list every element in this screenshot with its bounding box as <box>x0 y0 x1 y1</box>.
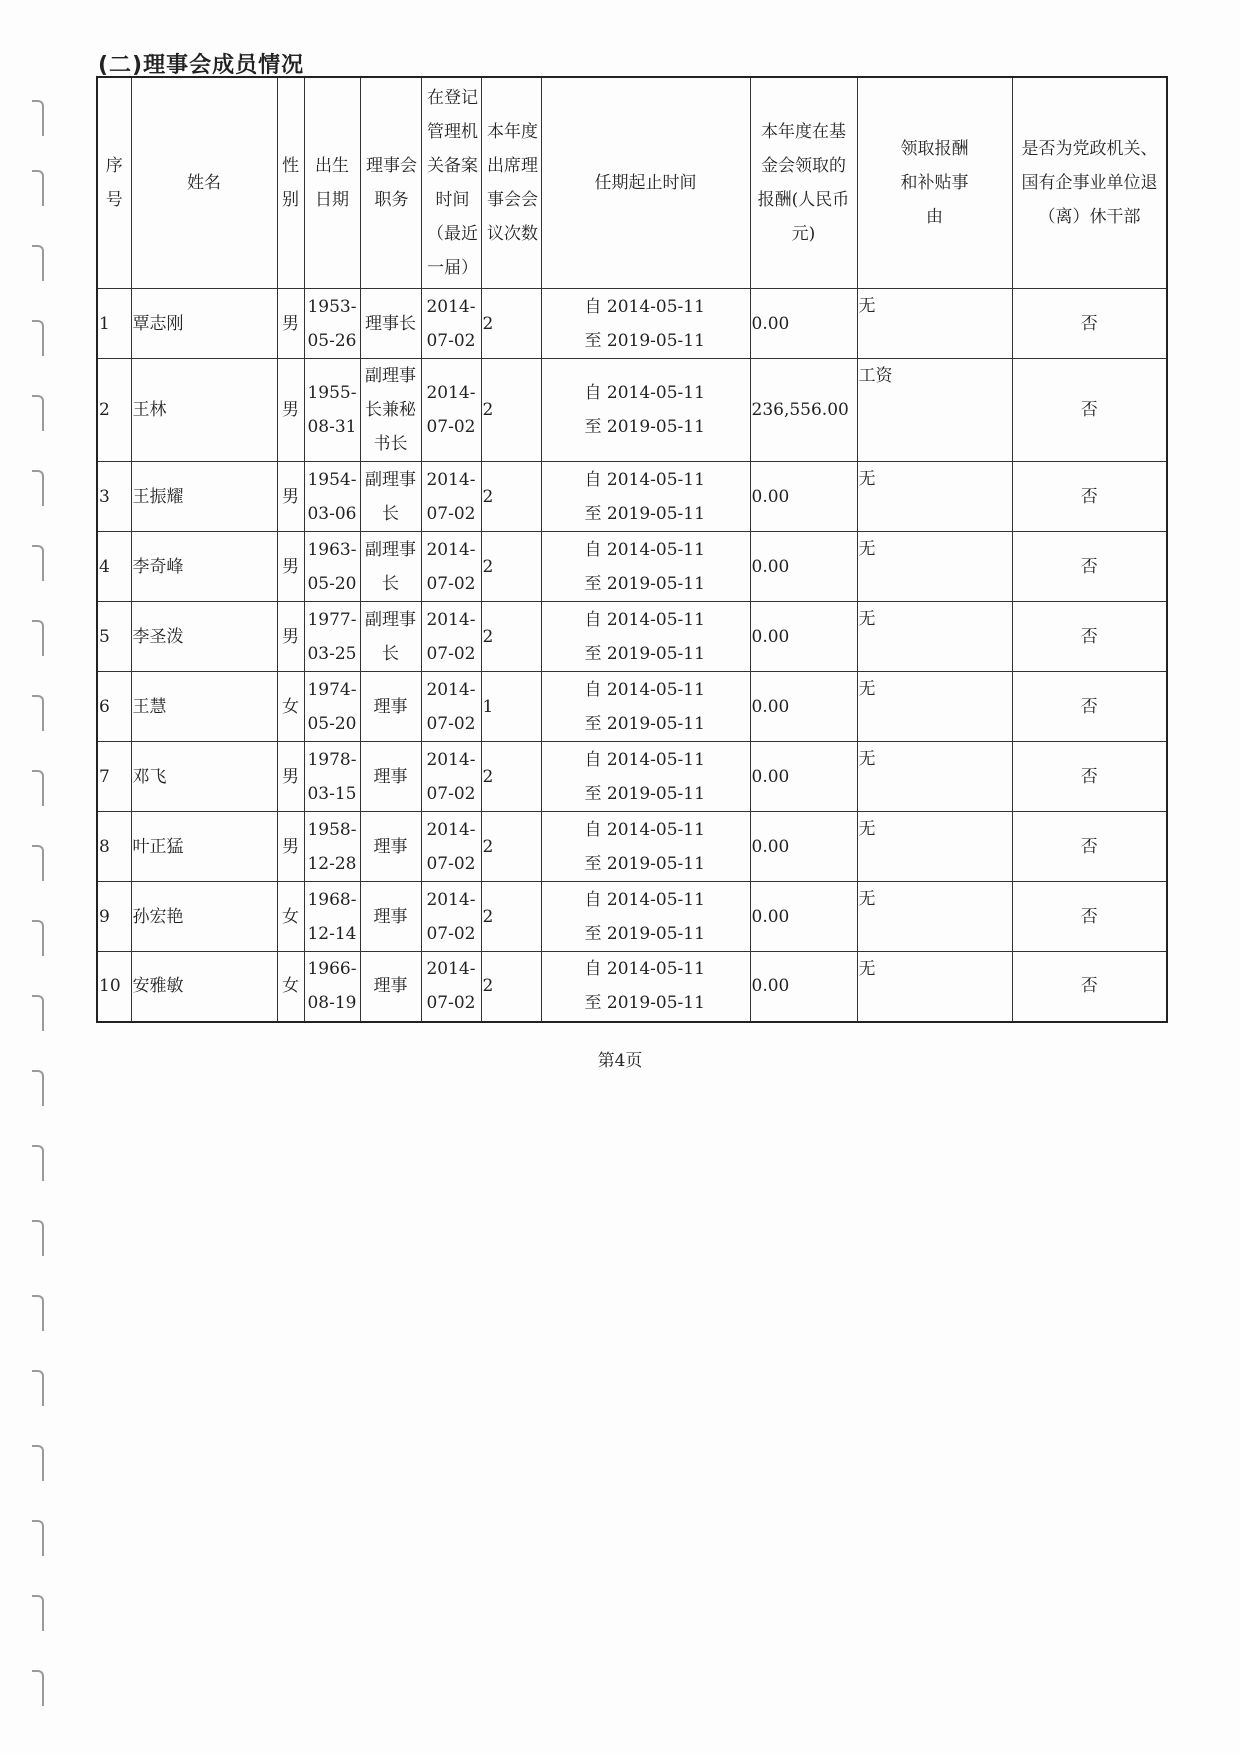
member-name: 叶正猛 <box>131 812 277 882</box>
pay-amount: 0.00 <box>750 532 857 602</box>
binding-hole-mark <box>32 470 44 506</box>
member-role: 理事长 <box>360 289 421 359</box>
col-header-record-date: 在登记管理机关备案时间（最近一届） <box>421 77 481 289</box>
col-header-term: 任期起止时间 <box>541 77 750 289</box>
term-period <box>541 952 750 1022</box>
pay-amount: 0.00 <box>750 672 857 742</box>
term-from: 自 2014-05-11 <box>584 819 705 840</box>
attendance-count: 2 <box>481 532 541 602</box>
pay-amount: 0.00 <box>750 812 857 882</box>
binding-hole-mark <box>32 995 44 1031</box>
binding-hole-mark <box>32 545 44 581</box>
col-header-reason: 领取报酬和补贴事由 <box>857 77 1012 289</box>
retired-status: 否 <box>1012 602 1167 672</box>
member-gender: 男 <box>277 532 304 602</box>
pay-reason: 工资 <box>857 359 1012 462</box>
retired-status: 否 <box>1012 742 1167 812</box>
member-gender: 女 <box>277 952 304 1022</box>
pay-reason: 无 <box>857 462 1012 532</box>
record-date: 2014-07-02 <box>421 882 481 952</box>
member-role: 理事 <box>360 742 421 812</box>
pay-reason: 无 <box>857 532 1012 602</box>
record-date: 2014-07-02 <box>421 532 481 602</box>
table-row <box>97 359 1167 462</box>
pay-amount: 236,556.00 <box>750 359 857 462</box>
member-name: 王林 <box>131 359 277 462</box>
table-row <box>97 289 1167 359</box>
term-to: 至 2019-05-11 <box>584 643 705 664</box>
term-from: 自 2014-05-11 <box>584 749 705 770</box>
term-period <box>541 602 750 672</box>
member-gender: 女 <box>277 882 304 952</box>
pay-reason: 无 <box>857 289 1012 359</box>
term-to: 至 2019-05-11 <box>584 923 705 944</box>
member-role: 理事 <box>360 952 421 1022</box>
pay-amount: 0.00 <box>750 882 857 952</box>
table-header-row <box>97 77 1167 289</box>
member-birth-date: 1966-08-19 <box>304 952 360 1022</box>
member-birth-date: 1974-05-20 <box>304 672 360 742</box>
record-date: 2014-07-02 <box>421 462 481 532</box>
row-index: 1 <box>97 289 131 359</box>
pay-reason: 无 <box>857 952 1012 1022</box>
member-role: 副理事长兼秘书长 <box>360 359 421 462</box>
binding-hole-mark <box>32 100 44 136</box>
table-row <box>97 602 1167 672</box>
term-from: 自 2014-05-11 <box>584 296 705 317</box>
member-gender: 男 <box>277 602 304 672</box>
term-period <box>541 742 750 812</box>
member-role: 副理事长 <box>360 462 421 532</box>
record-date: 2014-07-02 <box>421 289 481 359</box>
pay-reason: 无 <box>857 742 1012 812</box>
binding-hole-mark <box>32 845 44 881</box>
attendance-count: 2 <box>481 462 541 532</box>
member-name: 安雅敏 <box>131 952 277 1022</box>
row-index: 6 <box>97 672 131 742</box>
term-to: 至 2019-05-11 <box>584 993 705 1014</box>
row-index: 8 <box>97 812 131 882</box>
member-name: 王慧 <box>131 672 277 742</box>
member-gender: 男 <box>277 359 304 462</box>
retired-status: 否 <box>1012 289 1167 359</box>
pay-amount: 0.00 <box>750 602 857 672</box>
attendance-count: 2 <box>481 289 541 359</box>
member-gender: 女 <box>277 672 304 742</box>
term-to: 至 2019-05-11 <box>584 330 705 351</box>
attendance-count: 2 <box>481 742 541 812</box>
attendance-count: 2 <box>481 882 541 952</box>
term-from: 自 2014-05-11 <box>584 959 705 980</box>
row-index: 4 <box>97 532 131 602</box>
col-header-pay: 本年度在基金会领取的报酬(人民币元) <box>750 77 857 289</box>
binding-hole-mark <box>32 170 44 206</box>
member-birth-date: 1958-12-28 <box>304 812 360 882</box>
binding-hole-mark <box>32 320 44 356</box>
member-role: 理事 <box>360 812 421 882</box>
member-name: 孙宏艳 <box>131 882 277 952</box>
col-header-name: 姓名 <box>131 77 277 289</box>
table-row <box>97 462 1167 532</box>
term-period <box>541 289 750 359</box>
page-number: 第4页 <box>597 1051 643 1071</box>
term-from: 自 2014-05-11 <box>584 383 705 403</box>
table-row <box>97 532 1167 602</box>
record-date: 2014-07-02 <box>421 672 481 742</box>
binding-hole-mark <box>32 920 44 956</box>
attendance-count: 2 <box>481 952 541 1022</box>
member-gender: 男 <box>277 289 304 359</box>
member-birth-date: 1955-08-31 <box>304 359 360 462</box>
col-header-idx: 序号 <box>97 77 131 289</box>
binding-hole-mark <box>32 1595 44 1631</box>
binding-hole-mark <box>32 620 44 656</box>
member-name: 李圣泼 <box>131 602 277 672</box>
col-header-attendance: 本年度出席理事会会议次数 <box>481 77 541 289</box>
binding-hole-mark <box>32 395 44 431</box>
term-period <box>541 359 750 462</box>
record-date: 2014-07-02 <box>421 742 481 812</box>
col-header-retired: 是否为党政机关、国有企事业单位退（离）休干部 <box>1012 77 1167 289</box>
pay-reason: 无 <box>857 812 1012 882</box>
attendance-count: 2 <box>481 359 541 462</box>
term-to: 至 2019-05-11 <box>584 503 705 524</box>
section-title: (二)理事会成员情况 <box>98 53 305 78</box>
row-index: 5 <box>97 602 131 672</box>
binding-hole-mark <box>32 1070 44 1106</box>
row-index: 7 <box>97 742 131 812</box>
member-role: 理事 <box>360 882 421 952</box>
member-birth-date: 1977-03-25 <box>304 602 360 672</box>
record-date: 2014-07-02 <box>421 812 481 882</box>
member-birth-date: 1968-12-14 <box>304 882 360 952</box>
row-index: 9 <box>97 882 131 952</box>
record-date: 2014-07-02 <box>421 602 481 672</box>
term-from: 自 2014-05-11 <box>584 539 705 560</box>
term-period <box>541 812 750 882</box>
term-to: 至 2019-05-11 <box>584 783 705 804</box>
term-to: 至 2019-05-11 <box>584 417 705 437</box>
member-name: 邓飞 <box>131 742 277 812</box>
pay-reason: 无 <box>857 882 1012 952</box>
member-birth-date: 1953-05-26 <box>304 289 360 359</box>
attendance-count: 2 <box>481 812 541 882</box>
term-to: 至 2019-05-11 <box>584 853 705 874</box>
pay-amount: 0.00 <box>750 952 857 1022</box>
retired-status: 否 <box>1012 812 1167 882</box>
binding-hole-mark <box>32 1670 44 1706</box>
term-from: 自 2014-05-11 <box>584 889 705 910</box>
pay-amount: 0.00 <box>750 462 857 532</box>
member-name: 覃志刚 <box>131 289 277 359</box>
row-index: 2 <box>97 359 131 462</box>
term-period <box>541 672 750 742</box>
member-role: 理事 <box>360 672 421 742</box>
binding-hole-mark <box>32 1295 44 1331</box>
pay-amount: 0.00 <box>750 742 857 812</box>
term-period <box>541 882 750 952</box>
binding-hole-mark <box>32 1145 44 1181</box>
table-row <box>97 742 1167 812</box>
member-gender: 男 <box>277 742 304 812</box>
binding-hole-mark <box>32 1520 44 1556</box>
table-row <box>97 882 1167 952</box>
member-name: 王振耀 <box>131 462 277 532</box>
member-birth-date: 1978-03-15 <box>304 742 360 812</box>
term-period <box>541 532 750 602</box>
retired-status: 否 <box>1012 462 1167 532</box>
col-header-gender: 性别 <box>277 77 304 289</box>
table-row <box>97 812 1167 882</box>
term-from: 自 2014-05-11 <box>584 679 705 700</box>
retired-status: 否 <box>1012 672 1167 742</box>
retired-status: 否 <box>1012 532 1167 602</box>
term-from: 自 2014-05-11 <box>584 469 705 490</box>
retired-status: 否 <box>1012 952 1167 1022</box>
member-gender: 男 <box>277 812 304 882</box>
term-period <box>541 462 750 532</box>
pay-amount: 0.00 <box>750 289 857 359</box>
pay-reason: 无 <box>857 602 1012 672</box>
table-row <box>97 672 1167 742</box>
member-birth-date: 1954-03-06 <box>304 462 360 532</box>
member-gender: 男 <box>277 462 304 532</box>
binding-hole-mark <box>32 695 44 731</box>
binding-hole-mark <box>32 770 44 806</box>
binding-holes <box>28 0 48 1753</box>
board-members-table <box>96 76 1168 1023</box>
attendance-count: 1 <box>481 672 541 742</box>
record-date: 2014-07-02 <box>421 952 481 1022</box>
member-role: 副理事长 <box>360 602 421 672</box>
binding-hole-mark <box>32 1445 44 1481</box>
binding-hole-mark <box>32 1220 44 1256</box>
member-birth-date: 1963-05-20 <box>304 532 360 602</box>
row-index: 10 <box>97 952 131 1022</box>
member-role: 副理事长 <box>360 532 421 602</box>
member-name: 李奇峰 <box>131 532 277 602</box>
term-to: 至 2019-05-11 <box>584 573 705 594</box>
pay-reason: 无 <box>857 672 1012 742</box>
row-index: 3 <box>97 462 131 532</box>
term-from: 自 2014-05-11 <box>584 609 705 630</box>
table-row <box>97 952 1167 1022</box>
binding-hole-mark <box>32 245 44 281</box>
col-header-birth: 出生日期 <box>304 77 360 289</box>
binding-hole-mark <box>32 1370 44 1406</box>
col-header-role: 理事会职务 <box>360 77 421 289</box>
record-date: 2014-07-02 <box>421 359 481 462</box>
term-to: 至 2019-05-11 <box>584 713 705 734</box>
retired-status: 否 <box>1012 882 1167 952</box>
attendance-count: 2 <box>481 602 541 672</box>
retired-status: 否 <box>1012 359 1167 462</box>
